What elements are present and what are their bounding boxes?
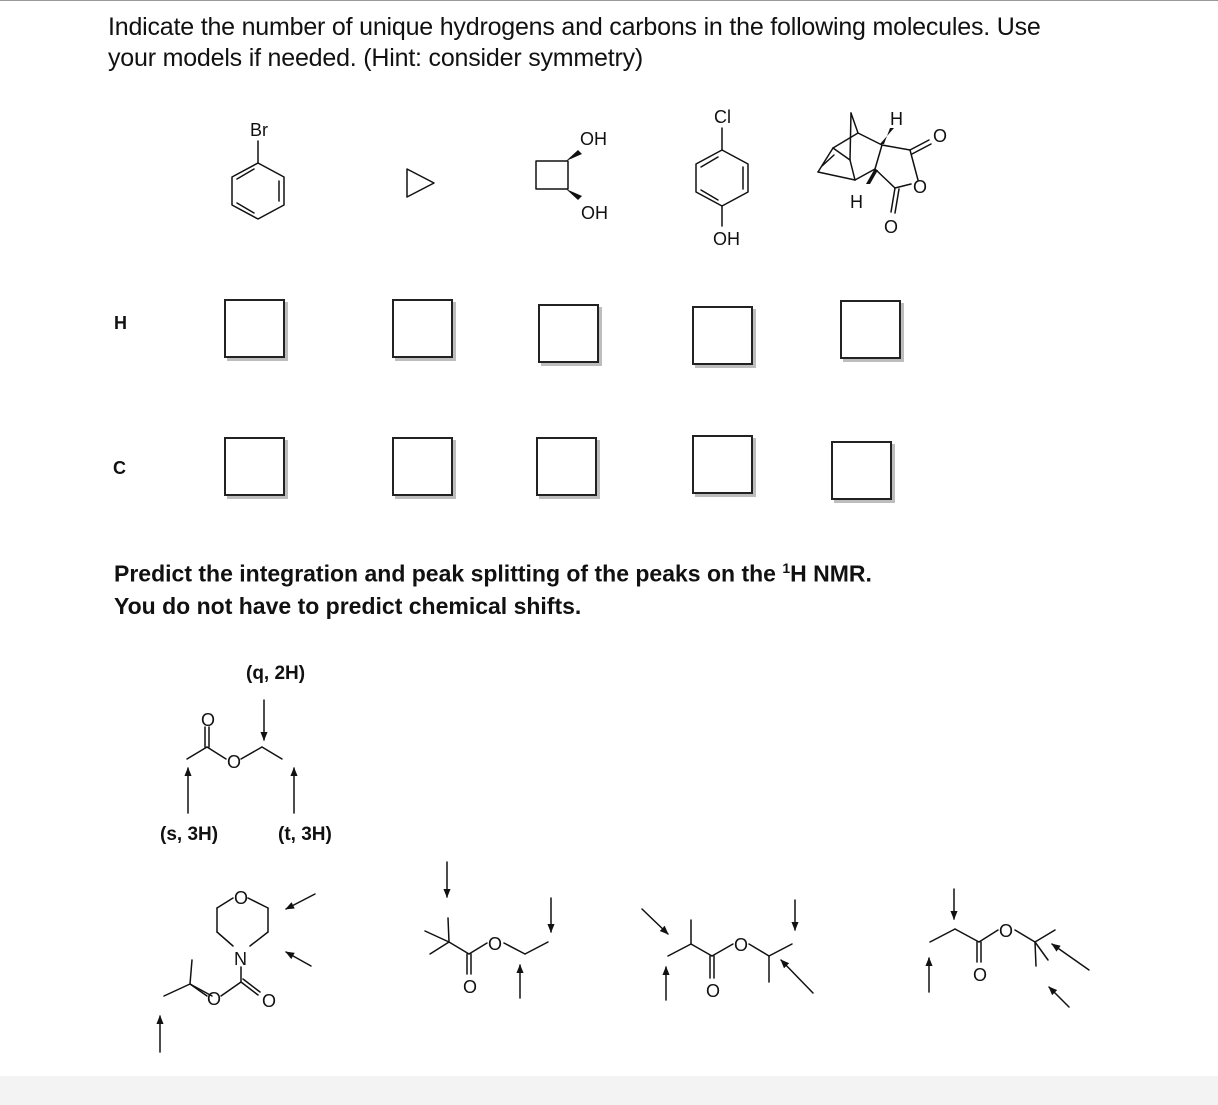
- carbamate-carbonyl-o: O: [262, 991, 277, 1011]
- carbamate-ester-o: O: [207, 989, 222, 1009]
- nmr-instr-pre: Predict the integration and peak splitting of the peaks on the: [114, 560, 783, 587]
- answer-box-c-chlorophenol[interactable]: [692, 435, 753, 494]
- answer-box-h-cyclopropane[interactable]: [392, 299, 453, 358]
- instructions-line-2: your models if needed. (Hint: consider symmetry): [108, 44, 644, 72]
- ester-b-o-carbonyl: O: [706, 981, 721, 1001]
- ester-a-o-ester: O: [488, 934, 503, 954]
- bromo-label: Br: [250, 120, 268, 140]
- example-carbonyl-o: O: [201, 710, 216, 730]
- nmr-instructions: [114, 552, 1014, 622]
- ester-c-o-carbonyl: O: [973, 965, 988, 985]
- chloro-label: Cl: [714, 107, 731, 127]
- anhydride-carbonyl-o-bottom: O: [884, 217, 899, 237]
- morpholine-n: N: [234, 949, 247, 969]
- triplet-label: (t, 3H): [278, 824, 332, 845]
- nmr-instructions-line-1: [114, 552, 1014, 590]
- ester-a-o-carbonyl: O: [463, 977, 478, 997]
- cyclobutanediol-structure: [536, 150, 582, 200]
- answer-box-h-anhydride[interactable]: [840, 300, 901, 359]
- carbon-row-label: C: [113, 458, 126, 478]
- ester-b-o-ester: O: [734, 935, 749, 955]
- anhydride-structure: [818, 113, 931, 213]
- answer-box-c-cyclobutanediol[interactable]: [536, 437, 597, 496]
- hydrogen-row-label: H: [114, 313, 127, 333]
- hydroxyl-top-label: OH: [580, 129, 607, 149]
- carbamate-structure: [160, 894, 315, 1052]
- hydroxyl-bottom-label: OH: [581, 203, 608, 223]
- nmr-instructions-line-2: You do not have to predict chemical shifts.: [114, 592, 582, 619]
- ester-c-structure: [929, 889, 1089, 1007]
- quartet-label: (q, 2H): [246, 663, 306, 684]
- morpholine-o: O: [234, 888, 249, 908]
- anhydride-ring-o: O: [913, 177, 928, 197]
- phenol-hydroxyl-label: OH: [713, 229, 740, 249]
- bromobenzene-structure: [232, 141, 284, 219]
- answer-box-h-cyclobutanediol[interactable]: [538, 304, 599, 363]
- answer-box-h-bromobenzene[interactable]: [224, 299, 285, 358]
- bottom-band: [0, 1076, 1218, 1105]
- example-ester-o: O: [227, 752, 242, 772]
- instructions-line-1: Indicate the number of unique hydrogens and carbons in the following molecules. Use: [108, 13, 1041, 41]
- answer-box-c-bromobenzene[interactable]: [224, 437, 285, 496]
- ester-a-structure: [425, 862, 551, 998]
- answer-box-h-chlorophenol[interactable]: [692, 306, 753, 365]
- anhydride-carbonyl-o-top: O: [933, 126, 948, 146]
- singlet-label: (s, 3H): [160, 824, 219, 845]
- answer-box-c-anhydride[interactable]: [831, 441, 892, 500]
- nmr-instr-post: H NMR.: [790, 560, 872, 587]
- ester-c-o-ester: O: [999, 921, 1014, 941]
- chlorophenol-structure: [696, 128, 748, 226]
- cyclopropane-structure: [407, 169, 434, 197]
- nmr-instr-superscript: 1: [782, 560, 791, 576]
- bridgehead-h-top: H: [890, 109, 903, 129]
- bridgehead-h-bottom: H: [850, 192, 863, 212]
- ester-b-structure: [642, 900, 813, 1000]
- answer-box-c-cyclopropane[interactable]: [392, 437, 453, 496]
